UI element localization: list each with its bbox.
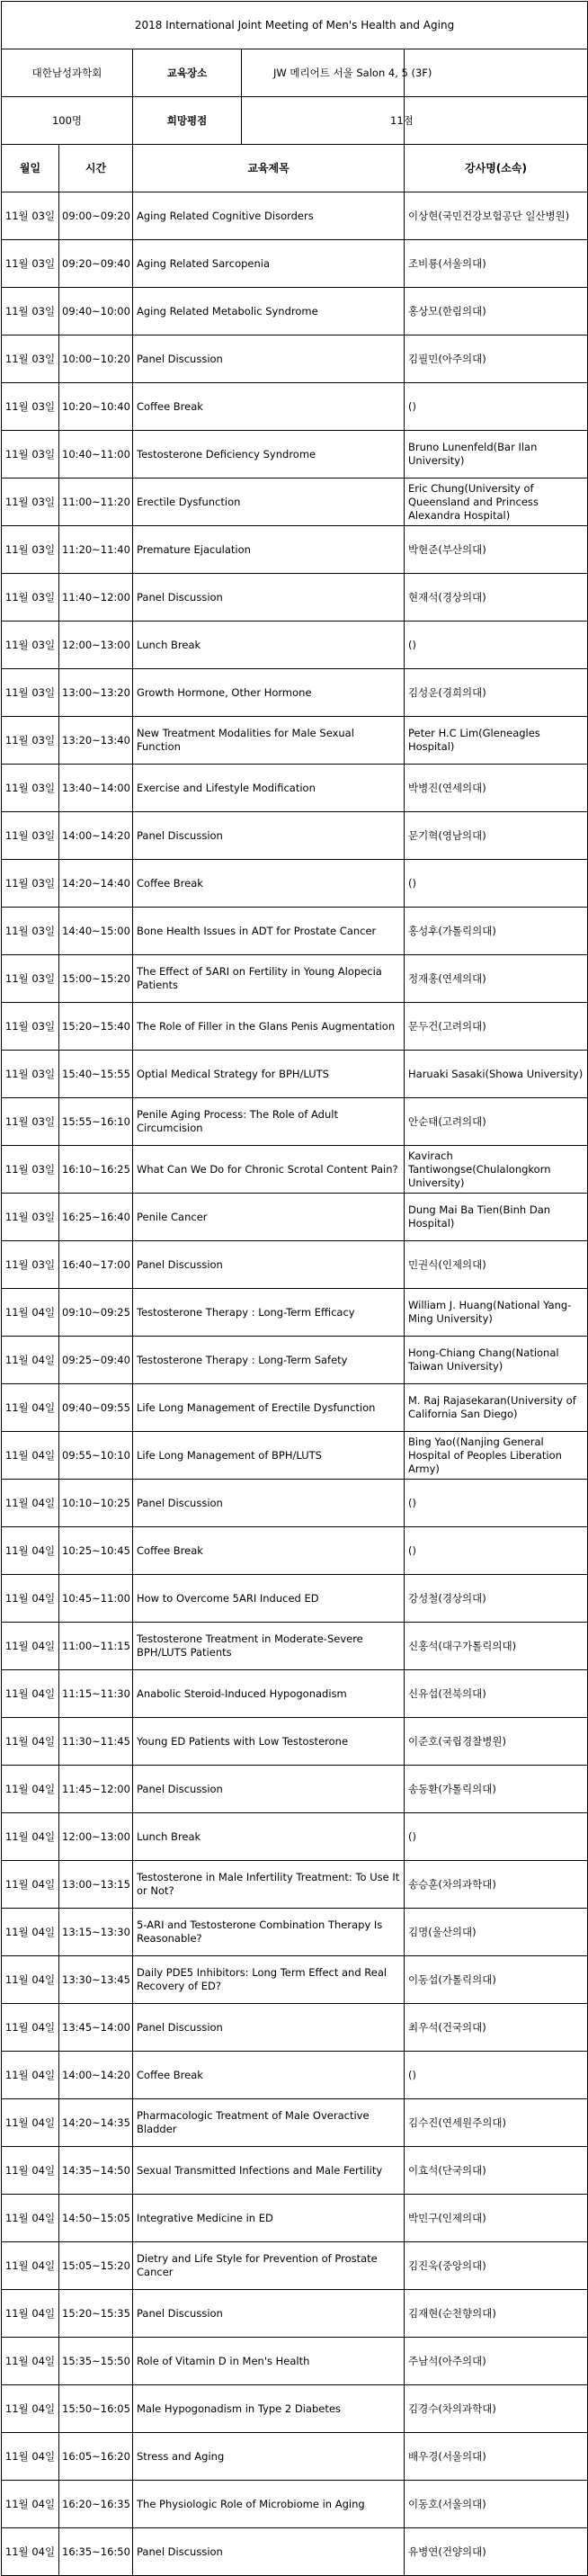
table-row [2,2242,588,2290]
row-date: 11월 04일 [2,1670,59,1718]
row-lecturer: Eric Chung(University of Queensland and Princess Alexandra Hospital) [405,479,588,526]
table-row [2,2528,588,2576]
row-topic: Panel Discussion [133,2004,405,2052]
row-lecturer: () [405,1527,588,1575]
row-lecturer: 홍성후(가톨릭의대) [405,908,588,955]
row-date: 11월 03일 [2,955,59,1003]
row-date: 11월 04일 [2,1813,59,1861]
info-row-1 [2,49,588,97]
row-date: 11월 04일 [2,1718,59,1766]
row-time: 16:40~17:00 [59,1241,133,1289]
capacity: 100명 [2,97,133,145]
meeting-title: 2018 International Joint Meeting of Men's Health and Aging [2,2,588,49]
row-lecturer: 배우경(서울의대) [405,2433,588,2481]
row-time: 15:40~15:55 [59,1051,133,1098]
row-time: 13:45~14:00 [59,2004,133,2052]
row-lecturer: () [405,1813,588,1861]
row-date: 11월 03일 [2,431,59,479]
row-lecturer: () [405,2052,588,2099]
table-row [2,1527,588,1575]
row-time: 16:10~16:25 [59,1146,133,1194]
table-row [2,2195,588,2242]
table-row [2,383,588,431]
row-topic: Panel Discussion [133,335,405,383]
row-time: 13:00~13:20 [59,669,133,717]
table-row [2,1861,588,1909]
table-row [2,1718,588,1766]
row-date: 11월 04일 [2,1909,59,1956]
row-topic: Daily PDE5 Inhibitors: Long Term Effect and Real Recovery of ED? [133,1956,405,2004]
row-topic: Panel Discussion [133,1241,405,1289]
row-time: 14:20~14:40 [59,860,133,908]
row-topic: Panel Discussion [133,574,405,622]
row-topic: Testosterone Deficiency Syndrome [133,431,405,479]
row-time: 10:00~10:20 [59,335,133,383]
row-topic: Exercise and Lifestyle Modification [133,765,405,812]
header-time: 시간 [59,145,133,192]
row-date: 11월 03일 [2,288,59,335]
table-row [2,2433,588,2481]
table-row [2,955,588,1003]
row-time: 09:20~09:40 [59,240,133,288]
row-time: 10:10~10:25 [59,1480,133,1527]
row-topic: Testosterone Therapy : Long-Term Safety [133,1337,405,1384]
credits-value [390,97,588,145]
row-date: 11월 04일 [2,2004,59,2052]
table-row [2,1909,588,1956]
row-date: 11월 04일 [2,1861,59,1909]
row-topic: Testosterone Therapy : Long-Term Efficacy [133,1289,405,1337]
row-lecturer: 현재석(경상의대) [405,574,588,622]
row-lecturer: 송동환(가톨릭의대) [405,1766,588,1813]
row-lecturer: 홍상모(한림의대) [405,288,588,335]
table-row [2,717,588,765]
row-time: 11:15~11:30 [59,1670,133,1718]
row-topic: Sexual Transmitted Infections and Male Fertility [133,2147,405,2195]
row-time: 11:20~11:40 [59,526,133,574]
row-date: 11월 04일 [2,1432,59,1480]
row-date: 11월 03일 [2,383,59,431]
row-time: 15:20~15:35 [59,2290,133,2338]
header-topic: 교육제목 [133,145,405,192]
row-lecturer: 김명(울산의대) [405,1909,588,1956]
header-row [2,145,588,192]
row-date: 11월 04일 [2,1623,59,1670]
table-row [2,1289,588,1337]
row-time: 14:50~15:05 [59,2195,133,2242]
row-time: 09:40~10:00 [59,288,133,335]
row-topic: Aging Related Cognitive Disorders [133,192,405,240]
table-row [2,526,588,574]
row-topic: Erectile Dysfunction [133,479,405,526]
row-time: 15:00~15:20 [59,955,133,1003]
row-date: 11월 04일 [2,2481,59,2528]
row-lecturer: 박병진(연세의대) [405,765,588,812]
row-topic: What Can We Do for Chronic Scrotal Content Pain? [133,1146,405,1194]
row-time: 09:55~10:10 [59,1432,133,1480]
row-date: 11월 03일 [2,860,59,908]
venue-label: 교육장소 [133,49,242,96]
row-topic: New Treatment Modalities for Male Sexual Function [133,717,405,765]
row-lecturer: 이동섭(가톨릭의대) [405,1956,588,2004]
venue-value [273,49,588,97]
row-date: 11월 04일 [2,2195,59,2242]
row-date: 11월 04일 [2,1527,59,1575]
table-row [2,1098,588,1146]
table-row [2,622,588,669]
table-row [2,908,588,955]
table-row [2,1575,588,1623]
credits-text: 11점 [390,113,414,127]
row-topic: Panel Discussion [133,2528,405,2576]
header-lecturer: 강사명(소속) [405,145,588,192]
row-lecturer: 송승훈(차의과학대) [405,1861,588,1909]
row-lecturer: 정재홍(연세의대) [405,955,588,1003]
table-row [2,1003,588,1051]
row-topic: Role of Vitamin D in Men's Health [133,2338,405,2385]
row-topic: Coffee Break [133,383,405,431]
row-date: 11월 04일 [2,1337,59,1384]
row-lecturer: 이동호(서울의대) [405,2481,588,2528]
schedule-table [1,1,588,2576]
row-lecturer: Bruno Lunenfeld(Bar Ilan University) [405,431,588,479]
row-topic: Penile Cancer [133,1194,405,1241]
table-row [2,479,588,526]
row-lecturer: 박민구(인제의대) [405,2195,588,2242]
row-date: 11월 04일 [2,2099,59,2147]
row-lecturer: William J. Huang(National Yang-Ming University) [405,1289,588,1337]
table-row [2,1384,588,1432]
row-topic: Premature Ejaculation [133,526,405,574]
row-date: 11월 03일 [2,669,59,717]
row-time: 13:00~13:15 [59,1861,133,1909]
row-time: 09:40~09:55 [59,1384,133,1432]
row-lecturer: 문기혁(영남의대) [405,812,588,860]
row-topic: Bone Health Issues in ADT for Prostate Cancer [133,908,405,955]
table-row [2,335,588,383]
table-row [2,1241,588,1289]
row-time: 11:30~11:45 [59,1718,133,1766]
row-lecturer: Hong-Chiang Chang(National Taiwan University) [405,1337,588,1384]
row-lecturer: 주남석(아주의대) [405,2338,588,2385]
row-date: 11월 04일 [2,2290,59,2338]
row-time: 12:00~13:00 [59,1813,133,1861]
table-row [2,1766,588,1813]
row-topic: Testosterone in Male Infertility Treatment: To Use It or Not? [133,1861,405,1909]
row-topic: Anabolic Steroid-Induced Hypogonadism [133,1670,405,1718]
row-lecturer: 유병연(건양의대) [405,2528,588,2576]
row-time: 09:00~09:20 [59,192,133,240]
row-lecturer: Kavirach Tantiwongse(Chulalongkorn University) [405,1146,588,1194]
row-topic: The Physiologic Role of Microbiome in Aging [133,2481,405,2528]
row-lecturer: 이상현(국민건강보험공단 일산병원) [405,192,588,240]
row-time: 11:40~12:00 [59,574,133,622]
info-row-2 [2,97,588,145]
row-time: 14:40~15:00 [59,908,133,955]
row-topic: Life Long Management of BPH/LUTS [133,1432,405,1480]
row-time: 10:40~11:00 [59,431,133,479]
row-time: 16:25~16:40 [59,1194,133,1241]
row-lecturer: () [405,860,588,908]
row-time: 15:05~15:20 [59,2242,133,2290]
table-row [2,2290,588,2338]
row-time: 15:55~16:10 [59,1098,133,1146]
row-topic: Dietry and Life Style for Prevention of Prostate Cancer [133,2242,405,2290]
row-topic: Lunch Break [133,622,405,669]
row-lecturer: 이준호(국립경찰병원) [405,1718,588,1766]
row-time: 15:20~15:40 [59,1003,133,1051]
table-row [2,2385,588,2433]
row-lecturer: Peter H.C Lim(Gleneagles Hospital) [405,717,588,765]
row-date: 11월 04일 [2,1480,59,1527]
table-row [2,192,588,240]
row-topic: Integrative Medicine in ED [133,2195,405,2242]
row-date: 11월 03일 [2,1146,59,1194]
row-date: 11월 04일 [2,2147,59,2195]
row-date: 11월 04일 [2,1956,59,2004]
row-lecturer: 이효석(단국의대) [405,2147,588,2195]
row-topic: Young ED Patients with Low Testosterone [133,1718,405,1766]
table-row [2,1670,588,1718]
row-topic: Panel Discussion [133,1480,405,1527]
schedule-body [2,2,588,2576]
row-time: 16:05~16:20 [59,2433,133,2481]
row-topic: How to Overcome 5ARI Induced ED [133,1575,405,1623]
credits-label: 희망평점 [133,97,242,144]
row-date: 11월 04일 [2,2528,59,2576]
row-lecturer: () [405,622,588,669]
table-row [2,1480,588,1527]
row-date: 11월 03일 [2,1194,59,1241]
row-date: 11월 03일 [2,1051,59,1098]
row-time: 10:25~10:45 [59,1527,133,1575]
row-date: 11월 03일 [2,192,59,240]
row-date: 11월 03일 [2,908,59,955]
row-lecturer: Haruaki Sasaki(Showa University) [405,1051,588,1098]
row-date: 11월 03일 [2,812,59,860]
row-date: 11월 03일 [2,622,59,669]
table-row [2,1051,588,1098]
row-lecturer: Bing Yao((Nanjing General Hospital of Peoples Liberation Army) [405,1432,588,1480]
row-lecturer: 신유섭(전북의대) [405,1670,588,1718]
row-time: 13:40~14:00 [59,765,133,812]
table-row [2,2147,588,2195]
table-row [2,240,588,288]
table-row [2,288,588,335]
credits-spacer [242,97,404,144]
row-lecturer: 김성운(경희의대) [405,669,588,717]
header-date: 월일 [2,145,59,192]
row-date: 11월 03일 [2,335,59,383]
row-time: 14:00~14:20 [59,2052,133,2099]
row-time: 16:35~16:50 [59,2528,133,2576]
row-topic: Male Hypogonadism in Type 2 Diabetes [133,2385,405,2433]
table-row [2,1432,588,1480]
row-date: 11월 03일 [2,240,59,288]
row-lecturer: 김수진(연세원주의대) [405,2099,588,2147]
row-topic: Testosterone Treatment in Moderate-Severe BPH/LUTS Patients [133,1623,405,1670]
row-lecturer: 안순태(고려의대) [405,1098,588,1146]
row-time: 15:35~15:50 [59,2338,133,2385]
organizer: 대한남성과학회 [2,49,133,97]
row-topic: Stress and Aging [133,2433,405,2481]
row-topic: Coffee Break [133,1527,405,1575]
row-time: 11:00~11:20 [59,479,133,526]
row-lecturer: 김경수(차의과학대) [405,2385,588,2433]
row-lecturer: 신홍석(대구가톨릭의대) [405,1623,588,1670]
table-row [2,2338,588,2385]
row-topic: Coffee Break [133,860,405,908]
row-topic: Penile Aging Process: The Role of Adult Circumcision [133,1098,405,1146]
row-time: 13:20~13:40 [59,717,133,765]
row-time: 14:20~14:35 [59,2099,133,2147]
row-time: 10:20~10:40 [59,383,133,431]
table-row [2,860,588,908]
row-date: 11월 03일 [2,574,59,622]
row-topic: Aging Related Sarcopenia [133,240,405,288]
row-lecturer: 박현준(부산의대) [405,526,588,574]
row-topic: Panel Discussion [133,2290,405,2338]
row-time: 09:25~09:40 [59,1337,133,1384]
row-topic: Optial Medical Strategy for BPH/LUTS [133,1051,405,1098]
row-date: 11월 04일 [2,2242,59,2290]
row-topic: Panel Discussion [133,1766,405,1813]
row-topic: The Effect of 5ARI on Fertility in Young Alopecia Patients [133,955,405,1003]
row-lecturer: () [405,1480,588,1527]
table-row [2,2004,588,2052]
row-time: 10:45~11:00 [59,1575,133,1623]
row-lecturer: () [405,383,588,431]
table-row [2,1337,588,1384]
row-time: 12:00~13:00 [59,622,133,669]
row-topic: Aging Related Metabolic Syndrome [133,288,405,335]
row-date: 11월 03일 [2,1003,59,1051]
table-row [2,2481,588,2528]
row-time: 13:30~13:45 [59,1956,133,2004]
venue-text: JW 메리어트 서울 Salon 4, 5 (3F) [273,66,432,79]
row-lecturer: M. Raj Rajasekaran(University of California San Diego) [405,1384,588,1432]
row-lecturer: Dung Mai Ba Tien(Binh Dan Hospital) [405,1194,588,1241]
row-time: 11:45~12:00 [59,1766,133,1813]
row-date: 11월 03일 [2,479,59,526]
row-date: 11월 04일 [2,2052,59,2099]
table-row [2,1623,588,1670]
row-date: 11월 04일 [2,2433,59,2481]
table-row [2,765,588,812]
table-row [2,1813,588,1861]
row-topic: Coffee Break [133,2052,405,2099]
row-topic: The Role of Filler in the Glans Penis Augmentation [133,1003,405,1051]
row-date: 11월 04일 [2,1384,59,1432]
table-row [2,1146,588,1194]
table-row [2,1956,588,2004]
row-lecturer: 김진욱(중앙의대) [405,2242,588,2290]
row-date: 11월 04일 [2,1575,59,1623]
row-date: 11월 04일 [2,1289,59,1337]
row-topic: 5-ARI and Testosterone Combination Therapy Is Reasonable? [133,1909,405,1956]
row-time: 14:00~14:20 [59,812,133,860]
row-date: 11월 04일 [2,1766,59,1813]
row-date: 11월 03일 [2,526,59,574]
table-row [2,431,588,479]
table-row [2,669,588,717]
row-lecturer: 조비룡(서울의대) [405,240,588,288]
row-topic: Panel Discussion [133,812,405,860]
table-row [2,2052,588,2099]
row-lecturer: 강성철(경상의대) [405,1575,588,1623]
row-time: 15:50~16:05 [59,2385,133,2433]
credits-label-cell [133,97,405,145]
table-row [2,812,588,860]
row-time: 11:00~11:15 [59,1623,133,1670]
row-time: 09:10~09:25 [59,1289,133,1337]
row-time: 13:15~13:30 [59,1909,133,1956]
row-date: 11월 04일 [2,2338,59,2385]
row-lecturer: 김재현(순천향의대) [405,2290,588,2338]
row-topic: Life Long Management of Erectile Dysfunction [133,1384,405,1432]
row-lecturer: 김필민(아주의대) [405,335,588,383]
title-row [2,2,588,49]
row-time: 16:20~16:35 [59,2481,133,2528]
row-lecturer: 민권식(인제의대) [405,1241,588,1289]
row-lecturer: 문두건(고려의대) [405,1003,588,1051]
table-row [2,574,588,622]
row-date: 11월 03일 [2,717,59,765]
row-topic: Lunch Break [133,1813,405,1861]
table-row [2,2099,588,2147]
row-date: 11월 03일 [2,1098,59,1146]
row-time: 14:35~14:50 [59,2147,133,2195]
row-date: 11월 04일 [2,2385,59,2433]
row-lecturer: 최우석(건국의대) [405,2004,588,2052]
row-date: 11월 03일 [2,1241,59,1289]
row-topic: Pharmacologic Treatment of Male Overactive Bladder [133,2099,405,2147]
table-row [2,1194,588,1241]
row-topic: Growth Hormone, Other Hormone [133,669,405,717]
row-date: 11월 03일 [2,765,59,812]
